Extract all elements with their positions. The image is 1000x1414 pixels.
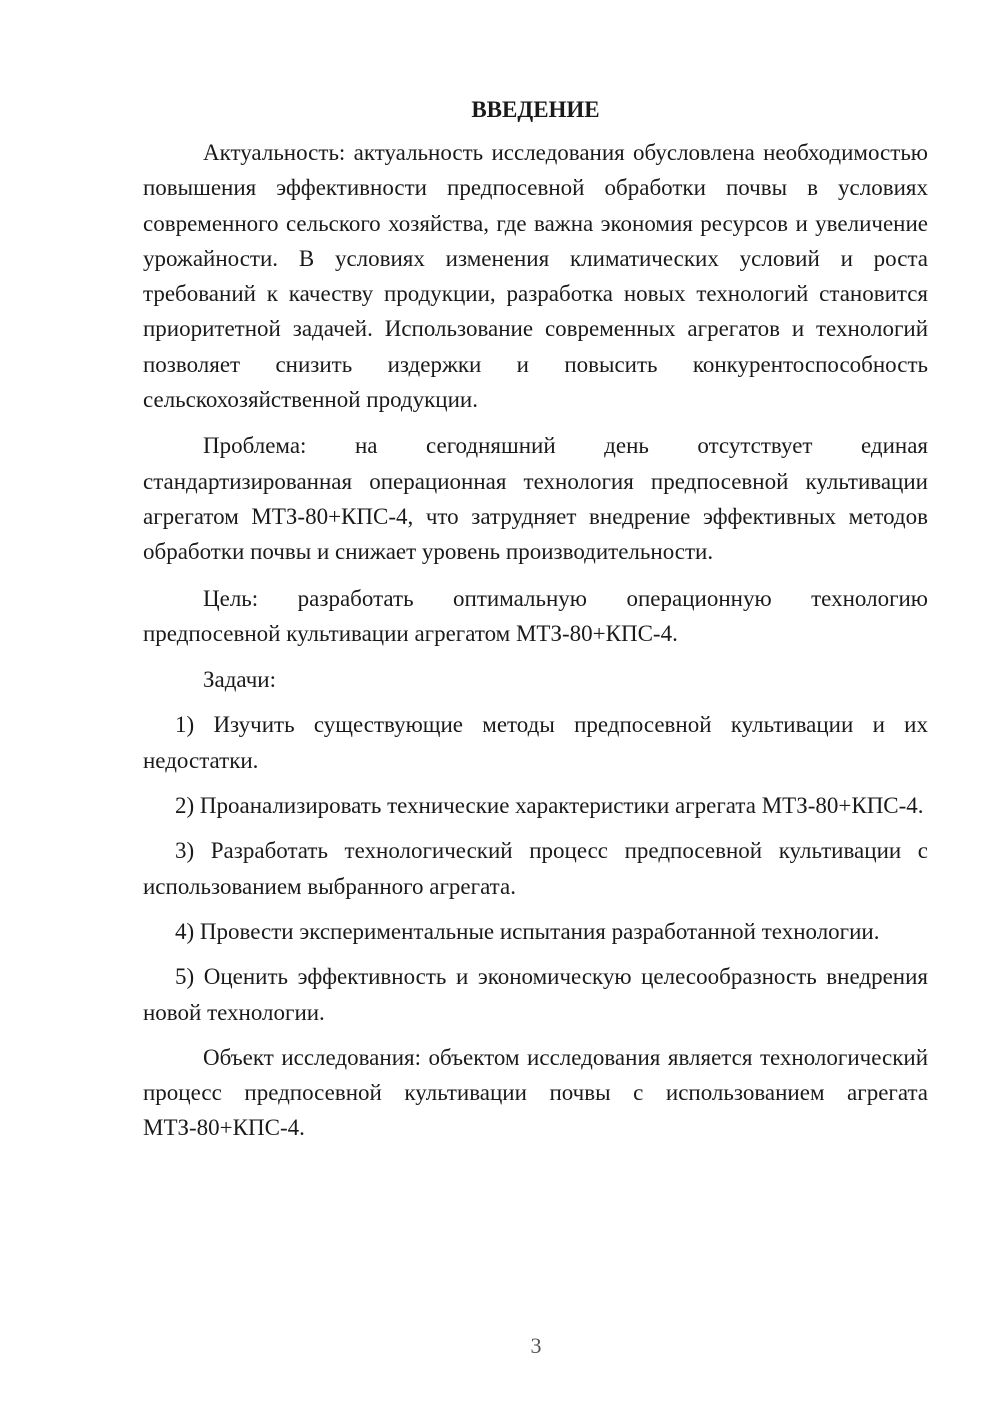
task-item-5: 5) Оценить эффективность и экономическую целесообразность внедрения новой технологии. — [143, 964, 928, 1025]
tasks-label: Задачи: — [203, 667, 276, 693]
task-item-2: 2) Проанализировать технические характеристики агрегата МТЗ-80+КПС-4. — [175, 793, 924, 819]
page-content — [143, 92, 928, 1157]
task-item-1: 1) Изучить существующие методы предпосевной культивации и их недостатки. — [143, 712, 928, 773]
paragraph-problem: Проблема: на сегодняшний день отсутствует единая стандартизированная операционная технология предпосевной культивации агрегатом МТЗ-80+КПС-4, что затрудняет внедрение эффективных методов обработки почвы и снижает уровень производительности. — [143, 433, 928, 565]
paragraph-relevance: Актуальность: актуальность исследования обусловлена необходимостью повышения эффективности предпосевной обработки почвы в условиях современного сельского хозяйства, где важна экономия ресурсов и увеличение урожайности. В условиях изменения климатических условий и роста требований к качеству продукции, разработка новых технологий становится приоритетной задачей. Использование современных агрегатов и технологий позволяет снизить издержки и повысить конкурентоспособность сельскохозяйственной продукции. — [143, 140, 928, 413]
paragraph-object: Объект исследования: объектом исследования является технологический процесс предпосевной культивации почвы с использованием агрегата МТЗ-80+КПС-4. — [143, 1044, 928, 1141]
page-number: 3 — [530, 1333, 542, 1358]
task-item-4: 4) Провести экспериментальные испытания разработанной технологии. — [175, 918, 880, 944]
paragraph-goal: Цель: разработать оптимальную операционную технологию предпосевной культивации агрегатом МТЗ-80+КПС-4. — [143, 585, 928, 646]
task-item-3: 3) Разработать технологический процесс предпосевной культивации с использованием выбранного агрегата. — [143, 838, 928, 899]
section-heading: ВВЕДЕНИЕ — [471, 97, 600, 122]
